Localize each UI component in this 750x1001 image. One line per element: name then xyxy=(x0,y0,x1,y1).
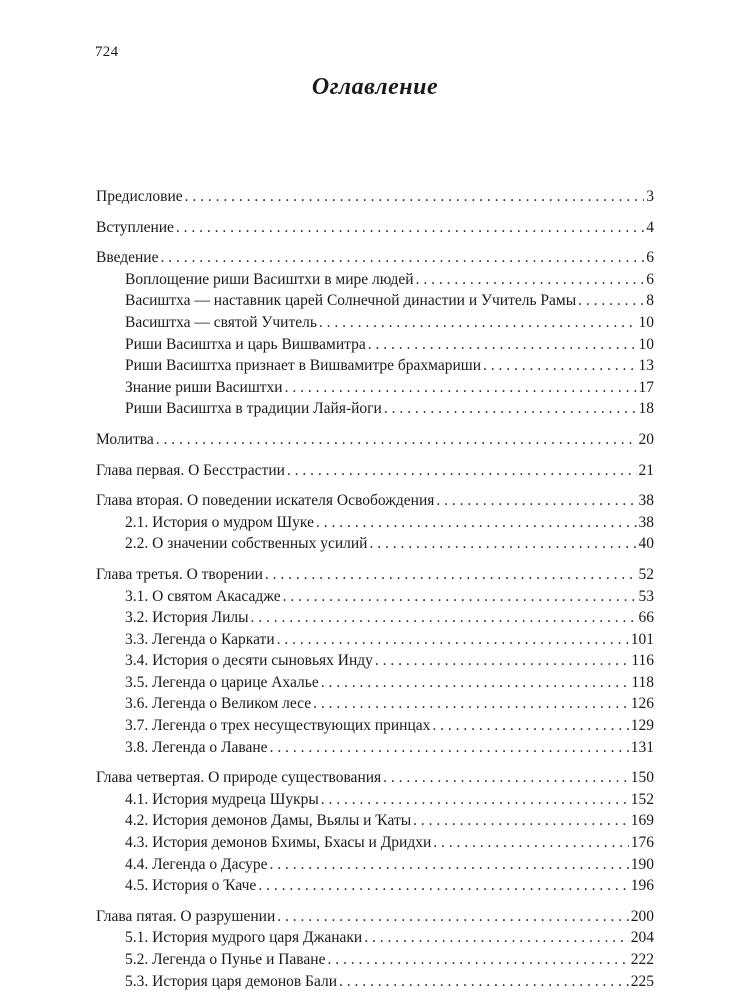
toc-subentry xyxy=(96,607,654,629)
toc-subentry xyxy=(96,355,654,377)
toc-entry-label: 3.5. Легенда о царице Ахалье xyxy=(125,673,319,691)
toc-entry-page: 10 xyxy=(638,335,654,353)
toc-entry-page: 52 xyxy=(638,565,654,583)
dot-leader xyxy=(433,832,628,854)
toc-entry-page: 10 xyxy=(638,313,654,331)
toc-group xyxy=(96,906,654,992)
toc-subentry xyxy=(96,693,654,715)
dot-leader xyxy=(375,650,629,672)
dot-leader xyxy=(416,269,645,291)
dot-leader xyxy=(176,217,644,239)
toc-subentry xyxy=(96,971,654,993)
toc-entry-page: 176 xyxy=(630,834,654,852)
toc-entry-label: 3.1. О святом Акасадже xyxy=(125,587,281,605)
toc-entry xyxy=(96,906,654,928)
toc-group xyxy=(96,460,654,482)
dot-leader xyxy=(160,247,644,269)
toc-entry-label: Молитва xyxy=(96,430,154,448)
toc-subentry xyxy=(96,377,654,399)
dot-leader xyxy=(287,460,637,482)
toc-entry-page: 20 xyxy=(638,430,654,448)
toc-entry-label: Знание риши Васиштхи xyxy=(125,378,283,396)
toc-entry-label: Глава пятая. О разрушении xyxy=(96,907,276,925)
dot-leader xyxy=(270,854,629,876)
toc-entry-page: 101 xyxy=(630,630,654,648)
toc-entry-label: Васиштха — святой Учитель xyxy=(125,313,317,331)
toc-entry-label: 3.6. Легенда о Великом лесе xyxy=(125,695,312,713)
toc-entry-page: 152 xyxy=(630,790,654,808)
toc-group xyxy=(96,247,654,420)
toc-entry-label: Глава первая. О Бесстрастии xyxy=(96,461,285,479)
dot-leader xyxy=(277,906,629,928)
toc-entry-label: 3.2. История Лилы xyxy=(125,609,249,627)
toc-entry-page: 129 xyxy=(630,717,654,735)
toc-entry-label: 2.1. История о мудром Шуке xyxy=(125,513,314,531)
toc-group xyxy=(96,564,654,758)
dot-leader xyxy=(277,629,629,651)
table-of-contents xyxy=(96,186,654,1001)
toc-entry-label: Риши Васиштха признает в Вишвамитре брахмариши xyxy=(125,357,482,375)
dot-leader xyxy=(319,312,637,334)
toc-entry-label: Глава четвертая. О природе существования xyxy=(96,769,382,787)
dot-leader xyxy=(578,290,644,312)
toc-entry xyxy=(96,767,654,789)
toc-entry xyxy=(96,460,654,482)
toc-entry-label: 4.2. История демонов Дамы, Вьялы и Ҡаты xyxy=(125,812,412,830)
dot-leader xyxy=(327,949,628,971)
dot-leader xyxy=(270,737,629,759)
dot-leader xyxy=(413,810,629,832)
toc-subentry xyxy=(96,832,654,854)
dot-leader xyxy=(265,564,637,586)
toc-group xyxy=(96,490,654,555)
toc-entry-label: Глава вторая. О поведении искателя Освобождения xyxy=(96,492,435,510)
toc-entry-label: 4.1. История мудреца Шукры xyxy=(125,790,319,808)
dot-leader xyxy=(283,586,637,608)
dot-leader xyxy=(316,512,637,534)
toc-group xyxy=(96,767,654,897)
toc-entry-label: 3.8. Легенда о Лаване xyxy=(125,738,268,756)
toc-subentry xyxy=(96,290,654,312)
toc-entry-label: Риши Васиштха в традиции Лайя-йоги xyxy=(125,400,382,418)
toc-entry-label: Глава третья. О творении xyxy=(96,565,263,583)
toc-entry-label: Вступление xyxy=(96,218,174,236)
dot-leader xyxy=(251,607,637,629)
toc-subentry xyxy=(96,949,654,971)
dot-leader xyxy=(321,789,629,811)
toc-subentry xyxy=(96,398,654,420)
toc-entry-label: 4.3. История демонов Бхимы, Бхасы и Дридхи xyxy=(125,834,432,852)
toc-entry-page: 222 xyxy=(630,951,654,968)
toc-entry xyxy=(96,564,654,586)
toc-entry-page: 17 xyxy=(638,378,654,396)
toc-entry-page: 38 xyxy=(638,513,654,531)
dot-leader xyxy=(432,715,628,737)
toc-subentry xyxy=(96,586,654,608)
toc-entry-label: 5.3. История царя демонов Бали xyxy=(125,972,338,990)
toc-entry-label: 3.7. Легенда о трех несуществующих принцах xyxy=(125,717,431,735)
toc-entry-page: 21 xyxy=(638,461,654,479)
dot-leader xyxy=(436,490,636,512)
toc-subentry xyxy=(96,737,654,759)
toc-entry xyxy=(96,429,654,451)
toc-entry-label: 4.5. История о Ҡаче xyxy=(125,877,257,895)
toc-subentry xyxy=(96,854,654,876)
toc-entry-label: 5.1. История мудрого царя Джанаки xyxy=(125,929,363,947)
dot-leader xyxy=(185,186,645,208)
page-title: Оглавление xyxy=(311,74,439,100)
toc-entry-label: 4.4. Легенда о Дасуре xyxy=(125,855,268,873)
toc-entry-page: 38 xyxy=(638,492,654,510)
toc-entry-page: 8 xyxy=(646,292,654,310)
toc-entry-page: 3 xyxy=(646,188,654,205)
toc-group xyxy=(96,186,654,208)
toc-entry-page: 126 xyxy=(630,695,654,713)
toc-subentry xyxy=(96,334,654,356)
toc-subentry xyxy=(96,269,654,291)
toc-group xyxy=(96,429,654,451)
dot-leader xyxy=(156,429,637,451)
toc-entry-label: Предисловие xyxy=(96,188,183,205)
toc-entry-page: 4 xyxy=(646,218,654,236)
toc-subentry xyxy=(96,629,654,651)
toc-entry-page: 53 xyxy=(638,587,654,605)
toc-entry-page: 225 xyxy=(630,972,654,990)
dot-leader xyxy=(368,334,637,356)
toc-entry xyxy=(96,186,654,208)
toc-subentry xyxy=(96,927,654,949)
toc-subentry xyxy=(96,512,654,534)
toc-entry-label: 3.3. Легенда о Каркати xyxy=(125,630,275,648)
dot-leader xyxy=(321,672,630,694)
toc-entry-page: 204 xyxy=(630,929,654,947)
toc-entry-page: 118 xyxy=(631,673,654,691)
toc-entry-page: 40 xyxy=(638,535,654,553)
toc-group xyxy=(96,217,654,239)
dot-leader xyxy=(369,533,636,555)
toc-subentry xyxy=(96,672,654,694)
dot-leader xyxy=(383,767,629,789)
toc-entry-page: 196 xyxy=(630,877,654,895)
toc-entry-label: Введение xyxy=(96,249,159,267)
toc-entry-page: 131 xyxy=(630,738,654,756)
toc-entry-page: 200 xyxy=(630,907,654,925)
toc-entry-label: Васиштха — наставник царей Солнечной династии и Учитель Рамы xyxy=(125,292,577,310)
dot-leader xyxy=(384,398,637,420)
toc-subentry xyxy=(96,875,654,897)
toc-entry-label: 3.4. История о десяти сыновьях Инду xyxy=(125,652,373,670)
dot-leader xyxy=(313,693,629,715)
dot-leader xyxy=(364,927,629,949)
toc-entry-page: 66 xyxy=(638,609,654,627)
toc-entry-page: 169 xyxy=(630,812,654,830)
dot-leader xyxy=(285,377,637,399)
toc-entry-page: 6 xyxy=(646,249,654,267)
toc-entry-page: 150 xyxy=(630,769,654,787)
dot-leader xyxy=(339,971,629,993)
toc-entry-page: 116 xyxy=(631,652,654,670)
toc-entry-page: 6 xyxy=(646,270,654,288)
toc-entry-label: Риши Васиштха и царь Вишвамитра xyxy=(125,335,366,353)
toc-entry-page: 190 xyxy=(630,855,654,873)
toc-entry xyxy=(96,247,654,269)
toc-entry-label: Воплощение риши Васиштхи в мире людей xyxy=(125,270,414,288)
toc-entry-label: 5.2. Легенда о Пунье и Паване xyxy=(125,951,326,968)
toc-subentry xyxy=(96,533,654,555)
dot-leader xyxy=(258,875,628,897)
toc-subentry xyxy=(96,650,654,672)
toc-subentry xyxy=(96,312,654,334)
toc-entry-page: 18 xyxy=(638,400,654,418)
toc-subentry xyxy=(96,789,654,811)
dot-leader xyxy=(483,355,636,377)
toc-subentry xyxy=(96,715,654,737)
toc-entry xyxy=(96,217,654,239)
toc-entry-page: 13 xyxy=(638,357,654,375)
page-number: 724 xyxy=(95,44,119,60)
toc-subentry xyxy=(96,810,654,832)
toc-entry-label: 2.2. О значении собственных усилий xyxy=(125,535,368,553)
toc-entry xyxy=(96,490,654,512)
